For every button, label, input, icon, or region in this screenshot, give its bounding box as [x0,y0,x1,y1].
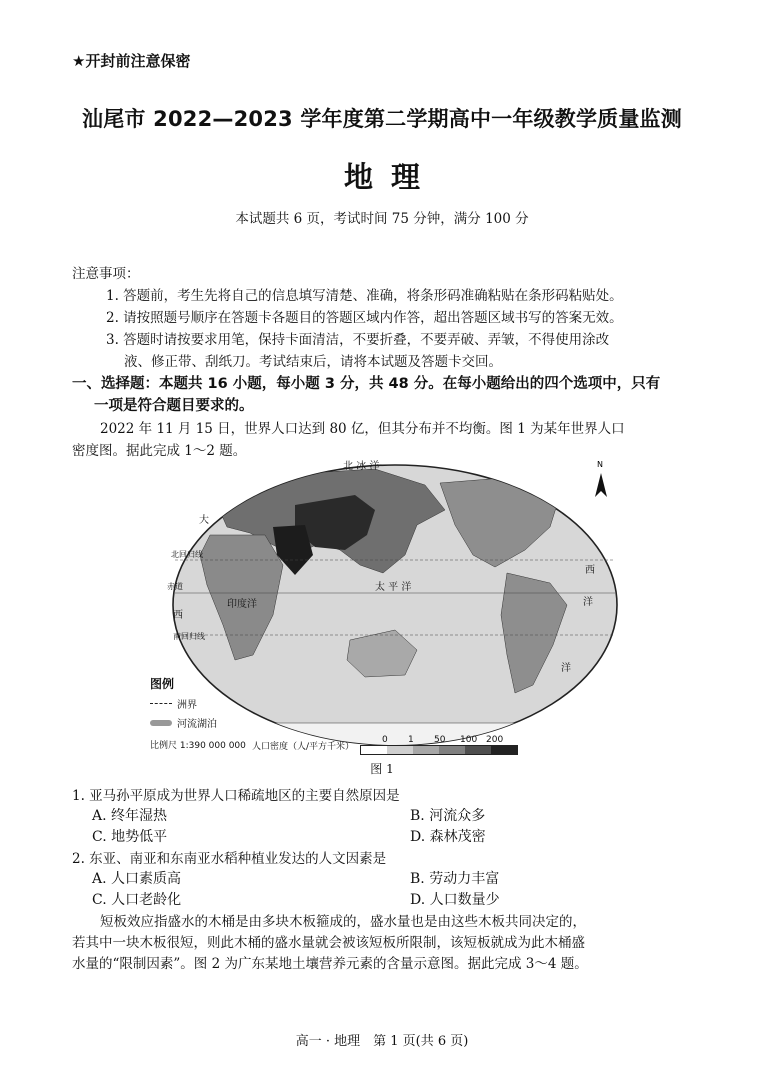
map-legend [150,675,246,751]
density-swatch [413,746,439,754]
label-xi-left: 西 [173,610,183,621]
question-stem: 2. 东亚、南亚和东南亚水稻种植业发达的人文因素是 [72,851,387,867]
legend-title: 图例 [150,677,175,691]
legend-boundary: 洲界 [177,700,197,711]
density-swatch [465,746,491,754]
north-arrow-icon [595,460,607,497]
section-heading-cont: 一项是符合题目要求的。 [94,398,254,414]
density-scale [252,735,518,755]
option: A. 终年湿热 [92,808,168,824]
label-arctic: 北 冰 洋 [343,461,380,472]
option: C. 人口老龄化 [92,892,182,908]
label-pacific: 太 平 洋 [375,582,412,593]
section-heading: 一、选择题：本题共 16 小题，每小题 3 分，共 48 分。在每小题给出的四个选项中，只有 [72,376,661,392]
density-swatch [361,746,387,754]
label-da: 大 [199,515,209,526]
density-tick: 100 [460,735,478,745]
label-yang: 洋 [583,597,593,608]
exam-info: 本试题共 6 页，考试时间 75 分钟，满分 100 分 [235,211,529,227]
intro-text: 密度图。据此完成 1～2 题。 [72,443,247,459]
option: D. 森林茂密 [410,829,486,845]
map-scale: 比例尺 1:390 000 000 [150,741,246,751]
notes-item: 3. 答题时请按要求用笔，保持卡面清洁，不要折叠，不要弄破、弄皱，不得使用涂改 [106,332,610,348]
density-tick: 200 [486,735,504,745]
notes-item: 1. 答题前，考生先将自己的信息填写清楚、准确，将条形码准确粘贴在条形码粘贴处。 [106,288,623,304]
option: A. 人口素质高 [92,871,182,887]
density-bar [360,745,518,755]
density-swatch [439,746,465,754]
notes-item: 液、修正带、刮纸刀。考试结束后，请将本试题及答题卡交回。 [124,354,502,370]
density-tick: 50 [434,735,446,745]
density-label: 人口密度（人/平方千米） [252,741,355,752]
label-north-tropic: 北回归线 [171,550,203,559]
density-swatch [387,746,413,754]
legend-river: 河流湖泊 [177,719,217,730]
label-south-tropic: 南回归线 [173,632,205,641]
option: D. 人口数量少 [410,892,500,908]
passage-text: 短板效应指盛水的木桶是由多块木板箍成的，盛水量也是由这些木板共同决定的， [100,914,586,930]
density-tick-row [360,735,518,745]
notes-heading: 注意事项： [72,266,140,282]
page-footer: 高一 · 地理 第 1 页(共 6 页) [295,1034,469,1049]
question-stem: 1. 亚马孙平原成为世界人口稀疏地区的主要自然原因是 [72,788,400,804]
label-indian: 印度洋 [227,599,257,610]
exam-title: 汕尾市 2022—2023 学年度第二学期高中一年级教学质量监测 [82,107,682,131]
label-yang2: 洋 [561,663,571,674]
svg-text:N: N [597,460,603,469]
density-tick: 1 [408,735,414,745]
figure-caption: 图 1 [370,762,394,776]
confidential-notice: ★开封前注意保密 [72,52,191,70]
river-icon [150,720,172,726]
option: B. 河流众多 [410,808,486,824]
intro-text: 2022 年 11 月 15 日，世界人口达到 80 亿，但其分布并不均衡。图 1 为某年世界人口 [100,421,625,437]
density-tick: 0 [382,735,388,745]
subject-title: 地理 [343,160,438,194]
label-xi-right: 西 [585,565,595,576]
passage-text: 若其中一块木板很短，则此木桶的盛水量就会被该短板所限制，该短板就成为此木桶盛 [72,935,585,951]
density-swatch [491,746,517,754]
option: B. 劳动力丰富 [410,871,500,887]
label-equator: 赤道 [167,582,183,591]
passage-text: 水量的“限制因素”。图 2 为广东某地土壤营养元素的含量示意图。据此完成 3～4 题。 [72,956,588,972]
notes-item: 2. 请按照题号顺序在答题卡各题目的答题区域内作答，超出答题区域书写的答案无效。 [106,310,623,326]
boundary-icon [150,703,172,704]
option: C. 地势低平 [92,829,168,845]
